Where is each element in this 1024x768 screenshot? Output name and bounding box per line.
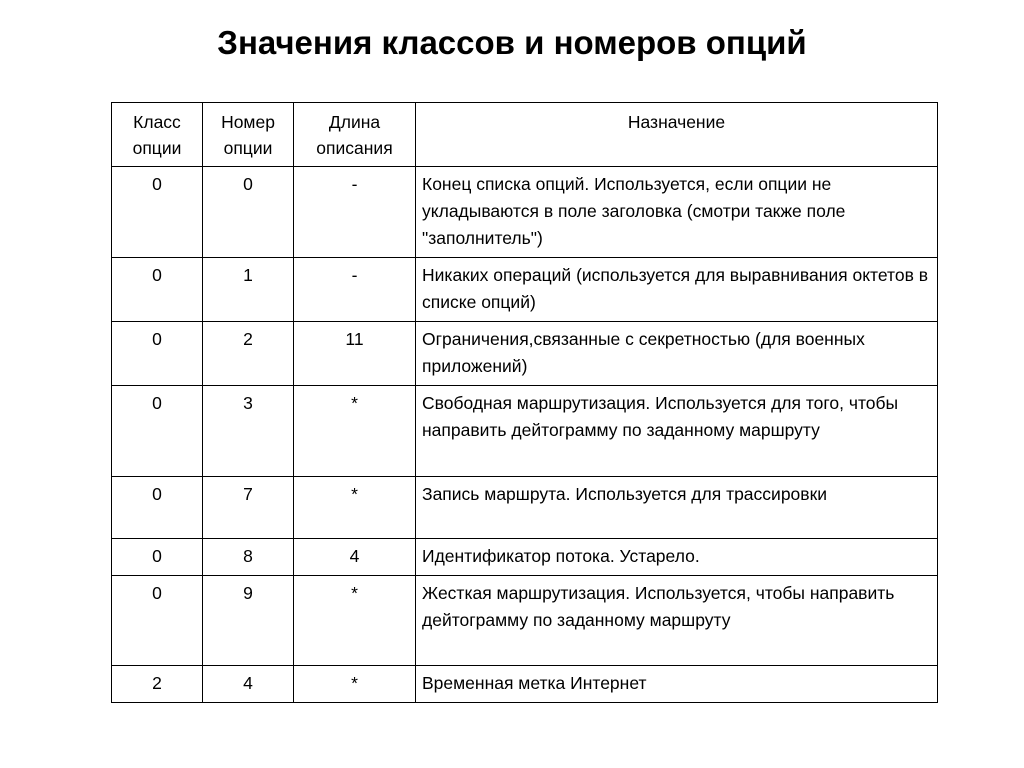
cell-option-class: 0 bbox=[112, 167, 203, 258]
table-row bbox=[112, 666, 938, 703]
cell-length: * bbox=[294, 576, 416, 666]
cell-purpose: Запись маршрута. Используется для трассировки bbox=[416, 477, 938, 539]
cell-option-class: 0 bbox=[112, 477, 203, 539]
table-row bbox=[112, 322, 938, 386]
cell-option-number: 8 bbox=[203, 539, 294, 576]
cell-option-number: 2 bbox=[203, 322, 294, 386]
cell-length: - bbox=[294, 258, 416, 322]
cell-option-class: 0 bbox=[112, 322, 203, 386]
header-option-number: Номер опции bbox=[203, 103, 294, 167]
cell-length: 11 bbox=[294, 322, 416, 386]
cell-length: * bbox=[294, 477, 416, 539]
cell-length: - bbox=[294, 167, 416, 258]
cell-option-number: 0 bbox=[203, 167, 294, 258]
cell-purpose: Свободная маршрутизация. Используется для того, чтобы направить дейтограмму по заданному маршруту bbox=[416, 386, 938, 477]
header-purpose: Назначение bbox=[416, 103, 938, 167]
cell-purpose: Ограничения,связанные с секретностью (для военных приложений) bbox=[416, 322, 938, 386]
header-option-class: Класс опции bbox=[112, 103, 203, 167]
table-row bbox=[112, 477, 938, 539]
cell-option-number: 4 bbox=[203, 666, 294, 703]
cell-option-number: 3 bbox=[203, 386, 294, 477]
cell-option-number: 9 bbox=[203, 576, 294, 666]
cell-option-number: 1 bbox=[203, 258, 294, 322]
page-title: Значения классов и номеров опций bbox=[217, 24, 807, 61]
cell-purpose: Жесткая маршрутизация. Используется, чтобы направить дейтограмму по заданному маршруту bbox=[416, 576, 938, 666]
table-row bbox=[112, 258, 938, 322]
cell-purpose: Никаких операций (используется для выравнивания октетов в списке опций) bbox=[416, 258, 938, 322]
cell-option-class: 2 bbox=[112, 666, 203, 703]
cell-option-number: 7 bbox=[203, 477, 294, 539]
cell-option-class: 0 bbox=[112, 258, 203, 322]
header-length: Длина описания bbox=[294, 103, 416, 167]
cell-length: 4 bbox=[294, 539, 416, 576]
cell-purpose: Временная метка Интернет bbox=[416, 666, 938, 703]
cell-option-class: 0 bbox=[112, 539, 203, 576]
options-table bbox=[111, 102, 938, 703]
cell-purpose: Идентификатор потока. Устарело. bbox=[416, 539, 938, 576]
cell-option-class: 0 bbox=[112, 576, 203, 666]
table-row bbox=[112, 539, 938, 576]
cell-purpose: Конец списка опций. Используется, если опции не укладываются в поле заголовка (смотри также поле "заполнитель") bbox=[416, 167, 938, 258]
cell-length: * bbox=[294, 386, 416, 477]
cell-option-class: 0 bbox=[112, 386, 203, 477]
table-header-row bbox=[112, 103, 938, 167]
table-row bbox=[112, 386, 938, 477]
cell-length: * bbox=[294, 666, 416, 703]
table-row bbox=[112, 167, 938, 258]
table-row bbox=[112, 576, 938, 666]
